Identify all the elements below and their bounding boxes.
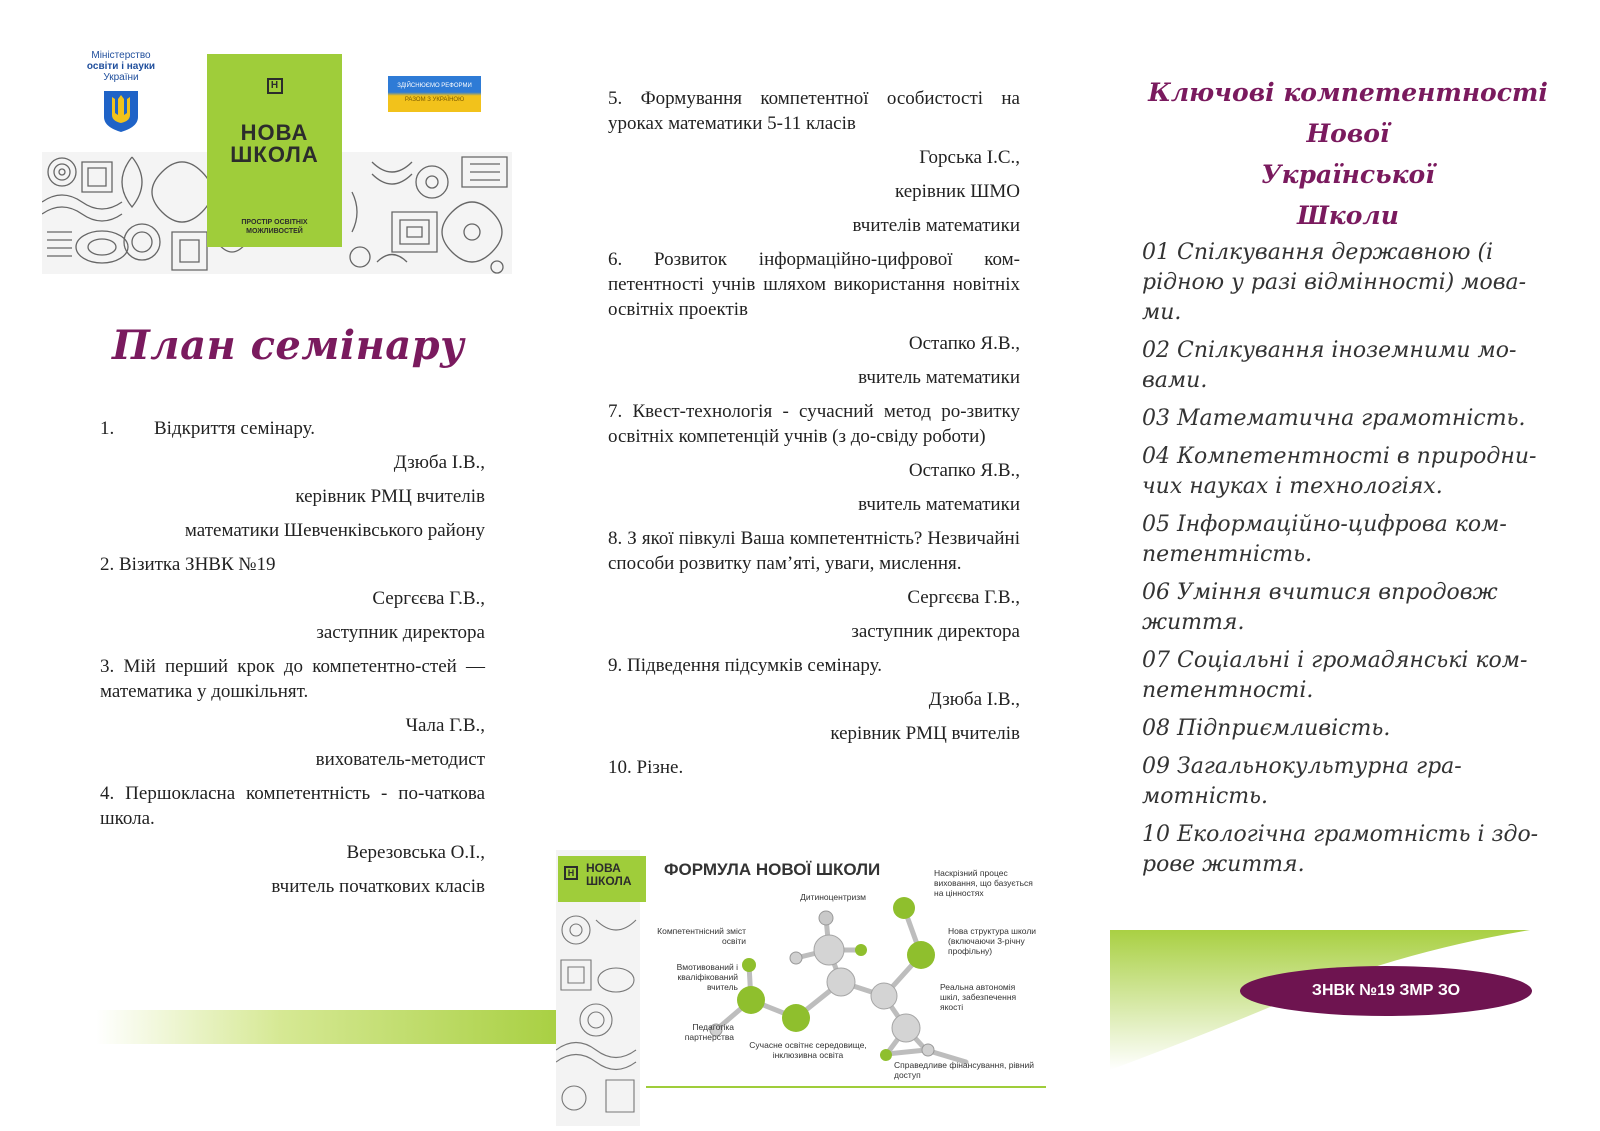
competency-item: 10 Екологічна грамотність і здо-рове життя.: [1142, 822, 1539, 877]
competency-item: 07 Соціальні і громадянські ком-петентності.: [1142, 648, 1528, 703]
plan-item-9: 9. Підведення підсумків семінару.: [608, 655, 883, 676]
plan-item-2: 2. Візитка ЗНВК №19: [100, 554, 276, 575]
speaker-role: вихователь-методист: [315, 749, 485, 770]
speaker-name: Остапко Я.В.,: [908, 460, 1020, 481]
speaker-name: Дзюба І.В.,: [928, 689, 1020, 710]
competencies-list: [1142, 238, 1544, 888]
reform-line-2: РАЗОМ З УКРАЇНОЮ: [404, 97, 465, 103]
plan-item-5: 5. Формування компетентної особистості на уроках математики 5-11 класів: [608, 88, 1020, 134]
plan-item-8: 8. З якої півкулі Ваша компетентність? Незвичайні способи розвитку пам’яті, уваги, мислення.: [608, 528, 1020, 574]
school-badge: ЗНВК №19 ЗМР ЗО: [1240, 966, 1532, 1016]
speaker-name: Горська І.С.,: [919, 147, 1020, 168]
plan-item-7: 7. Квест-технологія - сучасний метод ро-звитку освітніх компетенцій учнів (з до-свіду роботи): [608, 401, 1020, 447]
book-subtitle: ПРОСТІР ОСВІТНІХ МОЖЛИВОСТЕЙ: [241, 219, 308, 235]
label-environment: Сучасне освітнє середовище, інклюзивна освіта: [749, 1040, 867, 1060]
label-partnership: Педагогіка партнерства: [684, 1022, 734, 1042]
key-title-line-1: Ключові компетентності: [1148, 78, 1548, 107]
ministry-logo: [80, 50, 162, 136]
speaker-name: Дзюба І.В.,: [393, 452, 485, 473]
nova-shkola-logo-icon: Н: [267, 78, 283, 94]
speaker-name: Сергєєва Г.В.,: [372, 588, 485, 609]
speaker-role: керівник РМЦ вчителів: [295, 486, 485, 507]
label-childcentrism: Дитиноцентризм: [800, 892, 866, 902]
speaker-role: керівник ШМО: [894, 181, 1020, 202]
trident-emblem-icon: [101, 89, 141, 133]
speaker-name: Остапко Я.В.,: [908, 333, 1020, 354]
plan-item-1: [100, 416, 485, 441]
label-structure: Нова структура школи (включаючи 3-річну профільну): [948, 926, 1037, 956]
formula-base-line: [646, 1086, 1046, 1088]
label-content: Компетентнісний зміст освіти: [657, 926, 746, 946]
reform-logo: [388, 76, 481, 112]
ministry-line-3: України: [103, 72, 139, 83]
formula-brand-line-1: НОВА: [586, 861, 621, 875]
nova-shkola-logo-icon: Н: [564, 866, 578, 880]
book-title-line-2: ШКОЛА: [230, 142, 319, 167]
speaker-role: керівник РМЦ вчителів: [830, 723, 1020, 744]
plan-column-left: [100, 416, 485, 899]
key-title-line-2: Нової: [1306, 119, 1390, 148]
label-autonomy: Реальна автономія шкіл, забезпечення якості: [940, 982, 1017, 1012]
speaker-role: вчителів математики: [852, 215, 1020, 236]
competency-item: 01 Спілкування державною (і рідною у разі відмінності) мова-ми.: [1142, 240, 1527, 325]
key-title-line-4: Школи: [1297, 201, 1399, 230]
speaker-name: Чала Г.В.,: [405, 715, 485, 736]
competency-item: 04 Компетентності в природни-чих науках і технологіях.: [1142, 444, 1537, 499]
key-competencies-title: [1128, 72, 1568, 236]
speaker-role: вчитель математики: [858, 367, 1020, 388]
book-title-line-1: НОВА: [240, 120, 309, 145]
speaker-role: вчитель початкових класів: [271, 876, 485, 897]
green-decor-strip: [96, 1010, 556, 1044]
competency-item: 08 Підприємливість.: [1142, 716, 1391, 741]
competency-item: 03 Математична грамотність.: [1142, 406, 1526, 431]
speaker-role: вчитель математики: [858, 494, 1020, 515]
competency-item: 02 Спілкування іноземними мо-вами.: [1142, 338, 1517, 393]
key-title-line-3: Української: [1261, 160, 1435, 189]
plan-item-4: 4. Першокласна компетентність - по-чаткова школа.: [100, 783, 485, 829]
label-finance: Справедливе фінансування, рівний доступ: [894, 1060, 1035, 1080]
speaker-name: Сергєєва Г.В.,: [907, 587, 1020, 608]
label-teacher: Вмотивований і кваліфікований вчитель: [676, 962, 738, 992]
plan-column-middle: [608, 86, 1020, 780]
competency-item: 09 Загальнокультурна гра-мотність.: [1142, 754, 1462, 809]
plan-item-10: 10. Різне.: [608, 757, 684, 778]
plan-item-3: 3. Мій перший крок до компетентно-стей — математика у дошкільнят.: [100, 656, 485, 702]
formula-infographic: [556, 850, 1054, 1126]
plan-item-6: 6. Розвиток інформаційно-цифрової ком-петентності учнів шляхом використання новітніх освітніх проектів: [608, 249, 1020, 320]
plan-item-number: 1.: [100, 418, 115, 439]
competency-item: 06 Уміння вчитися впродовж життя.: [1142, 580, 1498, 635]
speaker-role: заступник директора: [316, 622, 485, 643]
nova-shkola-book-cover: [207, 54, 342, 247]
plan-title: План семінару: [112, 322, 465, 369]
reform-line-1: ЗДІЙСНЮЄМО РЕФОРМИ: [397, 83, 472, 89]
competency-item: 05 Інформаційно-цифрова ком-петентність.: [1142, 512, 1507, 567]
speaker-role: заступник директора: [851, 621, 1020, 642]
speaker-name: Верезовська О.І.,: [346, 842, 485, 863]
formula-brand-line-2: ШКОЛА: [586, 874, 632, 888]
formula-title: ФОРМУЛА НОВОЇ ШКОЛИ: [664, 860, 881, 879]
speaker-role: математики Шевченківського району: [184, 520, 485, 541]
plan-item-text: Відкриття семінару.: [154, 418, 315, 439]
label-upbringing: Наскрізний процес виховання, що базується на цінностях: [934, 868, 1033, 898]
ministry-line-2: освіти і науки: [86, 61, 156, 72]
ministry-line-1: Міністерство: [91, 50, 151, 61]
